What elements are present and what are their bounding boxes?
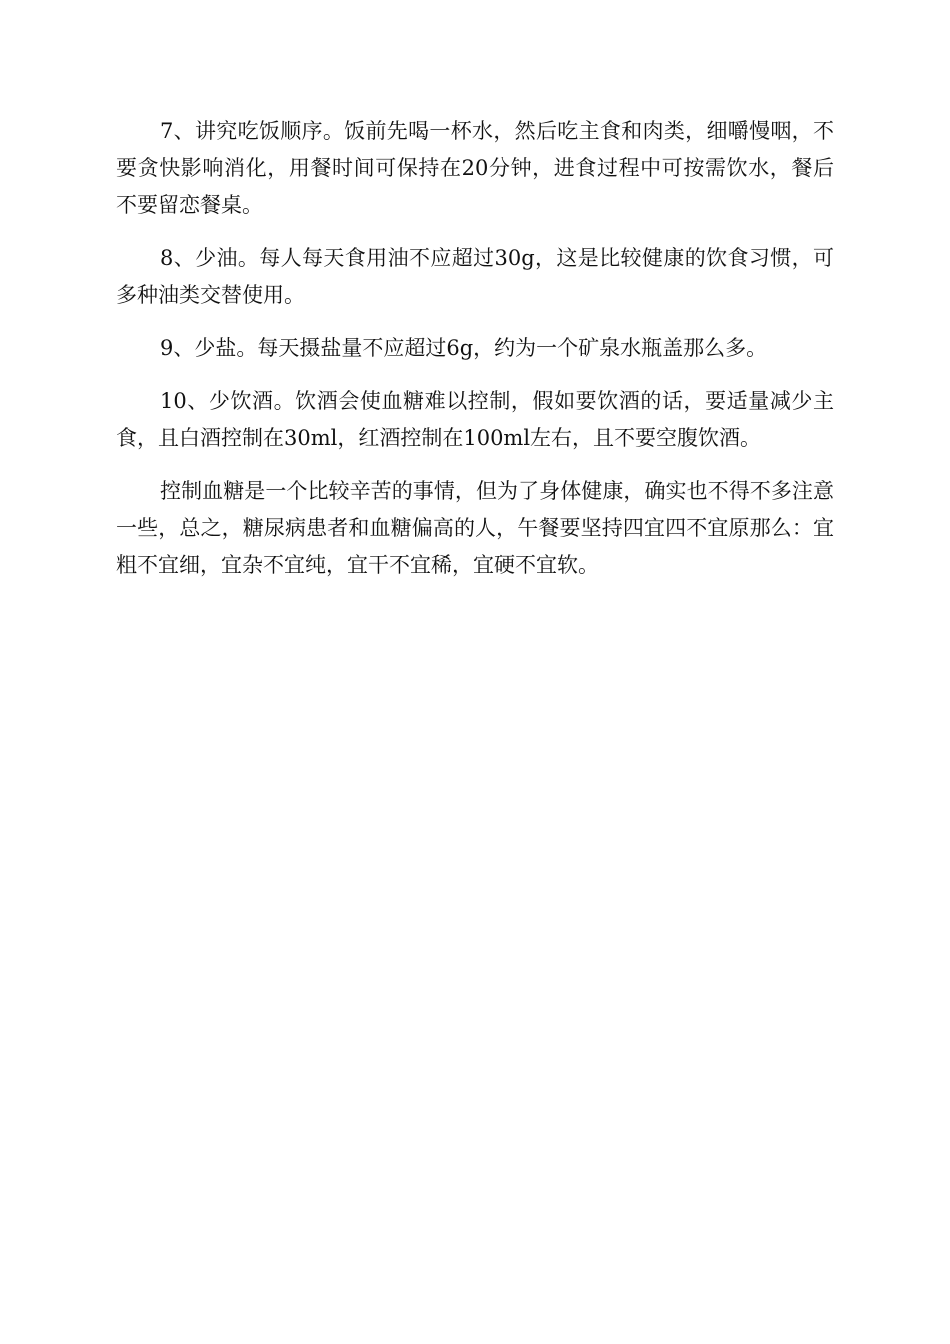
paragraph-10-less-alcohol: 10、少饮酒。饮酒会使血糖难以控制，假如要饮酒的话，要适量减少主食，且白酒控制在30ml，红酒控制在100ml左右，且不要空腹饮酒。 (116, 389, 834, 450)
paragraph-conclusion: 控制血糖是一个比较辛苦的事情，但为了身体健康，确实也不得不多注意一些，总之，糖尿病患者和血糖偏高的人，午餐要坚持四宜四不宜原那么：宜粗不宜细，宜杂不宜纯，宜干不宜稀，宜硬不宜软。 (116, 479, 834, 577)
document-body (116, 113, 834, 600)
paragraph-7-eating-order: 7、讲究吃饭顺序。饭前先喝一杯水，然后吃主食和肉类，细嚼慢咽，不要贪快影响消化，用餐时间可保持在20分钟，进食过程中可按需饮水，餐后不要留恋餐桌。 (116, 119, 834, 217)
paragraph-8-less-oil: 8、少油。每人每天食用油不应超过30g，这是比较健康的饮食习惯，可多种油类交替使用。 (116, 246, 834, 307)
paragraph-9-less-salt: 9、少盐。每天摄盐量不应超过6g，约为一个矿泉水瓶盖那么多。 (160, 336, 768, 360)
